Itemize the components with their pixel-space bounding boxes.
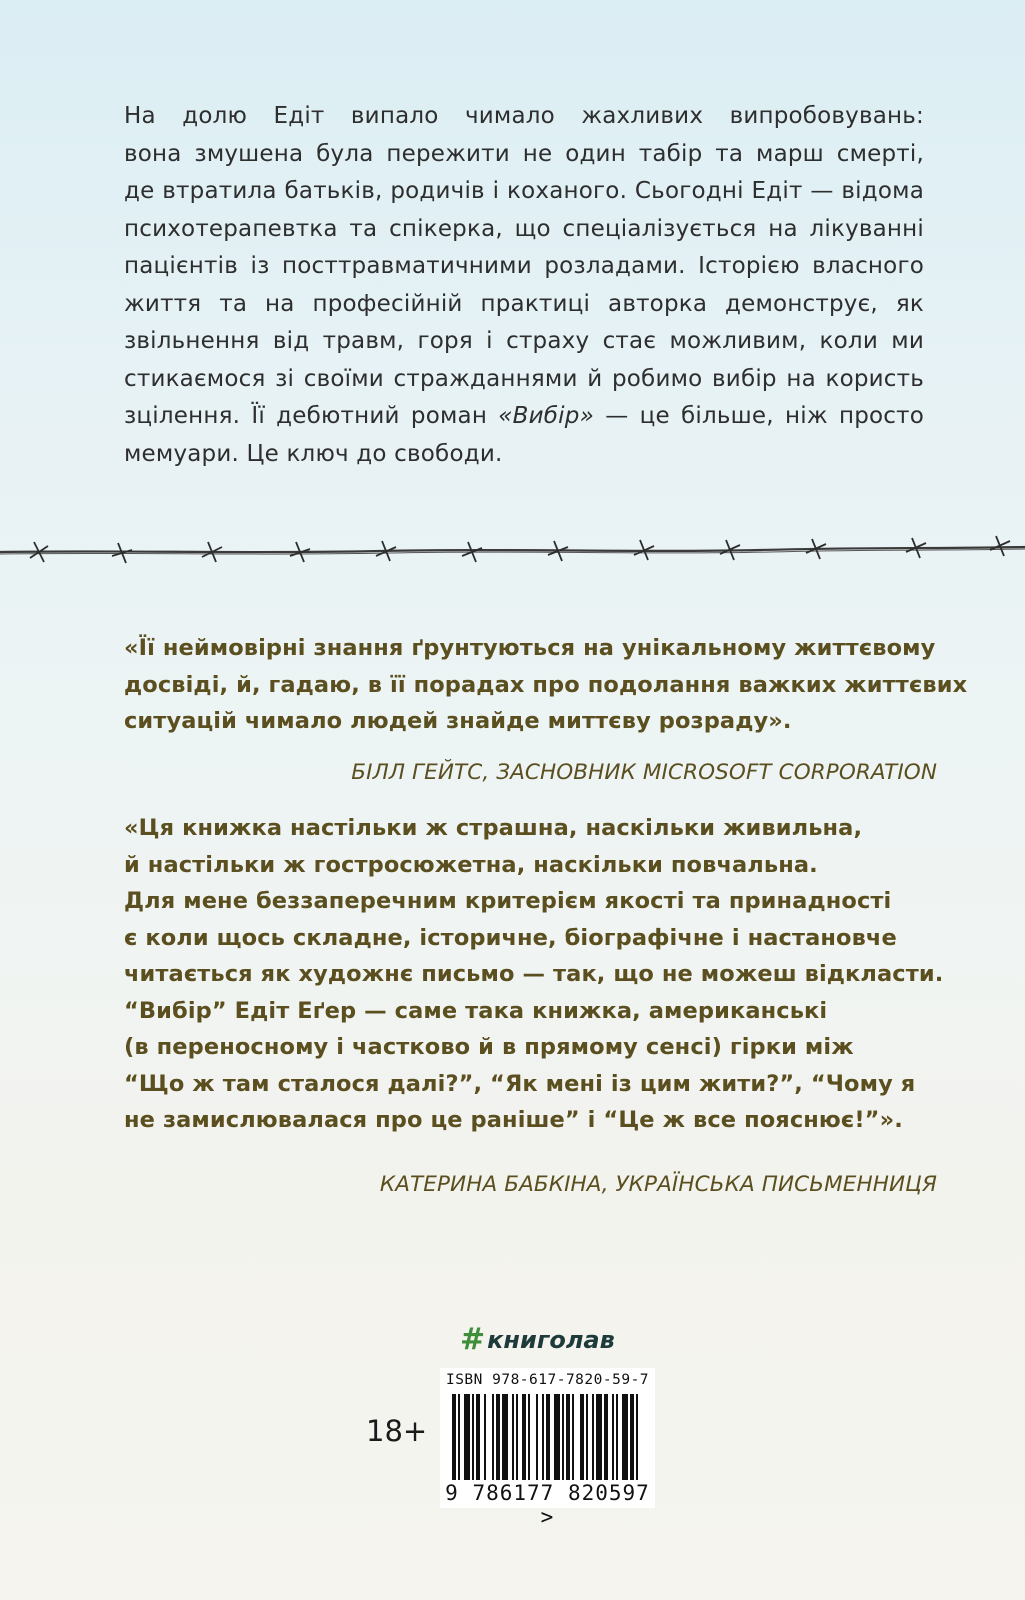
- quote-line: й настільки ж гостросюжетна, наскільки повчальна.: [124, 851, 818, 878]
- barcode-bar: [592, 1394, 594, 1480]
- barcode-bar: [492, 1394, 494, 1480]
- isbn-digits: 9 786177 820597 >: [445, 1481, 650, 1529]
- quote-line: (в переносному і частково й в прямому сенсі) гірки між: [124, 1034, 854, 1060]
- quote-babkina-attribution: КАТЕРИНА БАБКІНА, УКРАЇНСЬКА ПИСЬМЕННИЦЯ: [379, 1172, 937, 1197]
- barcode-bar: [566, 1394, 570, 1480]
- description-line: вона змушена була пережити не один табір та марш смерті,: [124, 140, 924, 167]
- barcode-bar: [596, 1394, 602, 1480]
- description-line: На долю Едіт випало чимало жахливих випробовувань:: [124, 103, 924, 129]
- barcode-bar: [622, 1394, 628, 1480]
- barcode-bar: [512, 1394, 514, 1480]
- description-line: стикаємося зі своїми стражданнями й робимо вибір на користь: [124, 365, 924, 392]
- barcode-bar: [630, 1394, 634, 1480]
- barcode-bar: [522, 1394, 526, 1480]
- isbn-barcode: [440, 1368, 655, 1529]
- barcode-bar: [580, 1394, 584, 1480]
- book-description: [124, 98, 924, 473]
- description-line: мемуари. Це ключ до свободи.: [124, 440, 503, 467]
- quote-line: «Ця книжка настільки ж страшна, наскільки живильна,: [124, 815, 863, 841]
- barcode-bar: [612, 1394, 614, 1480]
- barcode-bar: [452, 1394, 456, 1480]
- barcode-bar: [586, 1394, 588, 1480]
- age-rating: 18+: [366, 1414, 428, 1448]
- barcode-bar: [554, 1394, 560, 1480]
- barcode-bar: [458, 1394, 460, 1480]
- quote-line: Для мене беззаперечним критерієм якості та принадності: [124, 888, 892, 914]
- barcode-bar: [562, 1394, 564, 1480]
- hash-icon: #: [460, 1322, 486, 1357]
- barcode-bar: [496, 1394, 500, 1480]
- quote-line: не замислювалася про це раніше” і “Це ж все пояснює!”».: [124, 1107, 903, 1133]
- barcode-icon: [452, 1394, 642, 1480]
- description-line: життя та на професійній практиці авторка демонструє, як: [124, 290, 924, 317]
- book-title-italic: «Вибір»: [498, 403, 594, 429]
- barcode-bar: [604, 1394, 608, 1480]
- barcode-bar: [476, 1394, 480, 1480]
- quote-line: є коли щось складне, історичне, біографічне і настановче: [124, 924, 897, 951]
- barcode-bar: [536, 1394, 538, 1480]
- barcode-bar: [464, 1394, 470, 1480]
- barcode-bar: [502, 1394, 508, 1480]
- quote-line: читається як художнє письмо — так, що не можеш відкласти.: [124, 961, 944, 987]
- publisher-logo: [460, 1322, 615, 1357]
- barcode-bar: [484, 1394, 486, 1480]
- barbed-wire-divider: [0, 530, 1025, 570]
- quote-babkina: [124, 810, 964, 1139]
- description-line: зцілення. Її дебютний роман «Вибір» — це більше, ніж просто: [124, 403, 924, 429]
- quote-gates: [124, 630, 968, 740]
- description-line: пацієнтів із посттравматичними розладами. Історією власного: [124, 253, 924, 279]
- barcode-bar: [616, 1394, 618, 1480]
- quote-line: «Її неймовірні знання ґрунтуються на унікальному життєвому: [124, 635, 936, 661]
- barcode-bar: [542, 1394, 544, 1480]
- barcode-bar: [528, 1394, 530, 1480]
- quote-gates-attribution: БІЛЛ ГЕЙТС, ЗАСНОВНИК MICROSOFT CORPORATION: [351, 760, 937, 785]
- publisher-name: книголав: [487, 1325, 615, 1354]
- barcode-bar: [546, 1394, 550, 1480]
- barcode-bar: [572, 1394, 574, 1480]
- description-line: де втратила батьків, родичів і коханого. Сьогодні Едіт — відома: [124, 178, 924, 204]
- barcode-bar: [472, 1394, 474, 1480]
- description-line: звільнення від травм, горя і страху стає можливим, коли ми: [124, 328, 924, 354]
- quote-line: досвіді, й, гадаю, в її порадах про подолання важких життєвих: [124, 671, 968, 698]
- quote-line: ситуацій чимало людей знайде миттєву розраду».: [124, 708, 792, 734]
- description-line: психотерапевтка та спікерка, що спеціалізується на лікуванні: [124, 215, 924, 242]
- isbn-label: ISBN 978-617-7820-59-7: [445, 1372, 650, 1388]
- barcode-bar: [636, 1394, 638, 1480]
- quote-line: “Вибір” Едіт Еґер — саме така книжка, американські: [124, 997, 828, 1024]
- quote-line: “Що ж там сталося далі?”, “Як мені із цим жити?”, “Чому я: [124, 1070, 916, 1097]
- barcode-bar: [516, 1394, 518, 1480]
